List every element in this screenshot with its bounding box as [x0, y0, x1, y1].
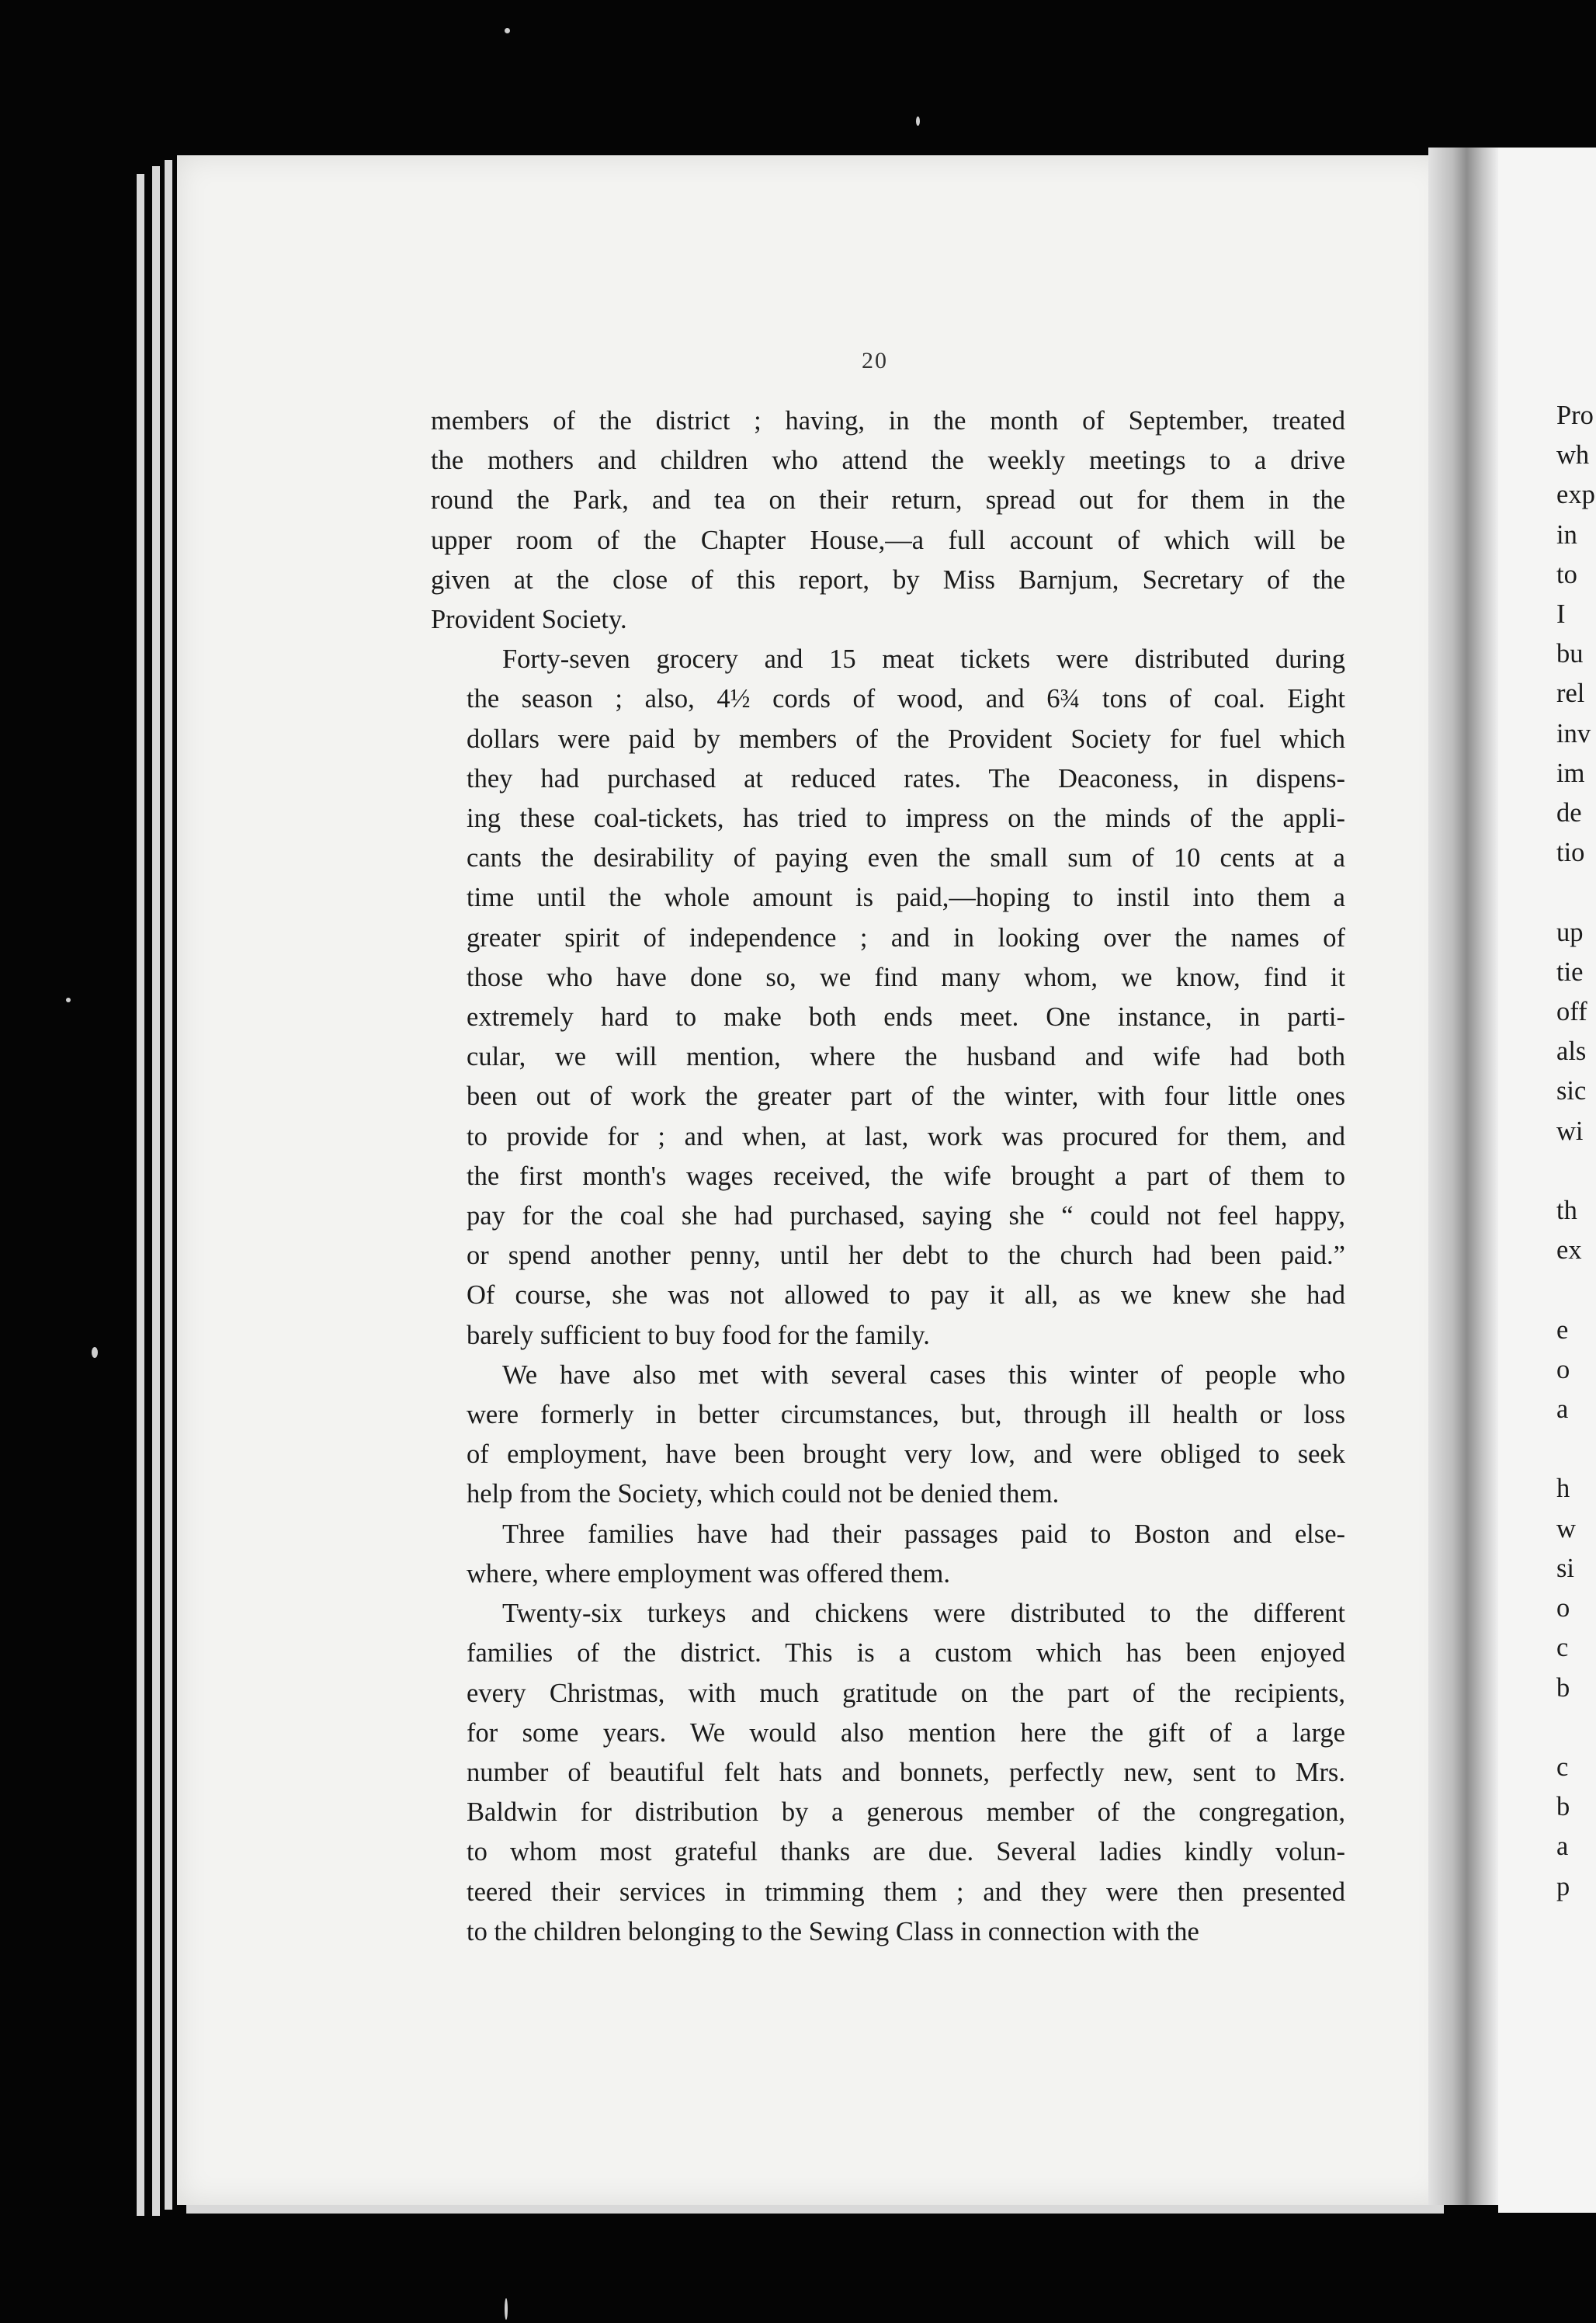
text-line: number of beautiful felt hats and bonnets, perfectly new, sent to Mrs.	[467, 1757, 1345, 1787]
text-line: round the Park, and tea on their return, spread out for them in the	[431, 485, 1345, 516]
text-line: families of the district. This is a custom which has been enjoyed	[467, 1638, 1345, 1668]
facing-page-fragment: tio	[1556, 838, 1585, 868]
text-line: help from the Society, which could not be denied them.	[467, 1479, 1060, 1509]
text-line: Forty-seven grocery and 15 meat tickets were distributed during	[502, 644, 1345, 675]
text-line: the first month's wages received, the wife brought a part of them to	[467, 1161, 1345, 1191]
text-line: Twenty-six turkeys and chickens were distributed to the different	[502, 1599, 1345, 1629]
facing-page-fragment: to	[1556, 559, 1577, 589]
text-line: where, where employment was offered them.	[467, 1558, 951, 1589]
text-line: ing these coal-tickets, has tried to impress on the minds of the appli-	[467, 804, 1345, 834]
facing-page-fragment: in	[1556, 519, 1577, 550]
text-line: cants the desirability of paying even the small sum of 10 cents at a	[467, 843, 1345, 873]
paragraph	[431, 401, 1345, 640]
text-line: the mothers and children who attend the weekly meetings to a drive	[431, 446, 1345, 476]
facing-page-fragment: b	[1556, 1792, 1570, 1822]
facing-page-fragment: exp	[1556, 480, 1595, 510]
facing-page-fragment: als	[1556, 1036, 1587, 1067]
page-edge	[152, 166, 160, 2216]
text-line: dollars were paid by members of the Provident Society for fuel which	[467, 724, 1345, 754]
paragraph	[431, 1356, 1345, 1515]
facing-page-fragment: p	[1556, 1871, 1570, 1901]
text-line: given at the close of this report, by Miss Barnjum, Secretary of the	[431, 564, 1345, 595]
text-line: barely sufficient to buy food for the family.	[467, 1320, 930, 1350]
facing-page-fragment: c	[1556, 1752, 1569, 1782]
facing-page-fragment	[1556, 1151, 1596, 1191]
facing-page-fragment: ex	[1556, 1235, 1582, 1266]
text-line: to provide for ; and when, at last, work was procured for them, and	[467, 1121, 1345, 1151]
text-line: Of course, she was not allowed to pay it all, as we knew she had	[467, 1280, 1345, 1311]
text-line: members of the district ; having, in the month of September, treated	[431, 406, 1345, 436]
text-line: pay for the coal she had purchased, saying she “ could not feel happy,	[467, 1201, 1345, 1231]
film-speck	[505, 2298, 508, 2320]
facing-page-fragment: Pro	[1556, 401, 1594, 430]
facing-page-fragment: de	[1556, 798, 1582, 828]
facing-page-fragment: wh	[1556, 440, 1590, 471]
text-line: extremely hard to make both ends meet. One instance, in parti-	[467, 1002, 1345, 1033]
facing-page-fragment	[1556, 1270, 1596, 1310]
facing-page-fragment: a	[1556, 1832, 1569, 1862]
facing-page-fragment: si	[1556, 1553, 1575, 1583]
facing-page-fragment: off	[1556, 997, 1587, 1027]
text-line: We have also met with several cases this winter of people who	[502, 1359, 1345, 1390]
facing-page-fragment: w	[1556, 1513, 1576, 1543]
text-line: every Christmas, with much gratitude on the part of the recipients,	[467, 1678, 1345, 1708]
text-line: Baldwin for distribution by a generous member of the congregation,	[467, 1797, 1345, 1828]
facing-page-fragment	[1556, 1708, 1596, 1748]
facing-page-fragment: up	[1556, 917, 1584, 947]
facing-page-fragment: inv	[1556, 718, 1591, 748]
facing-page-fragment: a	[1556, 1394, 1569, 1425]
facing-page-fragment: b	[1556, 1672, 1570, 1703]
facing-page-fragment: h	[1556, 1474, 1570, 1504]
facing-page-fragment: c	[1556, 1633, 1569, 1663]
text-line: for some years. We would also mention here the gift of a large	[467, 1717, 1345, 1748]
text-line: those who have done so, we find many whom, we know, find it	[467, 962, 1345, 992]
text-line: were formerly in better circumstances, but, through ill health or loss	[467, 1400, 1345, 1430]
facing-page-fragment: th	[1556, 1196, 1577, 1226]
film-speck	[505, 28, 510, 33]
facing-page-fragment	[1556, 1429, 1596, 1469]
text-line: to whom most grateful thanks are due. Several ladies kindly volun-	[467, 1837, 1345, 1867]
body-text	[431, 401, 1345, 1952]
film-speck	[92, 1347, 98, 1358]
text-line: cular, we will mention, where the husband and wife had both	[467, 1042, 1345, 1072]
text-line: or spend another penny, until her debt to the church had been paid.”	[467, 1241, 1345, 1271]
paragraph	[431, 1594, 1345, 1952]
facing-page-fragment: bu	[1556, 639, 1584, 669]
facing-page-fragment: wi	[1556, 1116, 1584, 1146]
facing-page-fragment: tie	[1556, 957, 1584, 987]
facing-page-fragment: I	[1556, 599, 1566, 630]
text-line: Three families have had their passages paid to Boston and else-	[502, 1519, 1345, 1549]
text-line: they had purchased at reduced rates. The Deaconess, in dispens-	[467, 763, 1345, 793]
page-number: 20	[862, 348, 888, 373]
page-edge	[137, 174, 144, 2216]
paragraph	[431, 1515, 1345, 1594]
facing-page-text	[1556, 396, 1596, 1907]
text-line: the season ; also, 4½ cords of wood, and 6¾ tons of coal. Eight	[467, 684, 1345, 714]
facing-page-fragment: sic	[1556, 1076, 1587, 1106]
facing-page-fragment: o	[1556, 1593, 1570, 1623]
text-line: to the children belonging to the Sewing Class in connection with the	[467, 1916, 1199, 1946]
text-line: upper room of the Chapter House,—a full account of which will be	[431, 525, 1345, 555]
page-edge	[165, 160, 172, 2210]
text-line: of employment, have been brought very low, and were obliged to seek	[467, 1439, 1345, 1470]
film-speck	[66, 998, 71, 1002]
text-line: Provident Society.	[431, 605, 627, 635]
text-line: been out of work the greater part of the winter, with four little ones	[467, 1082, 1345, 1112]
film-speck	[916, 116, 920, 126]
facing-page-fragment: im	[1556, 758, 1585, 788]
text-line: time until the whole amount is paid,—hoping to instil into them a	[467, 883, 1345, 913]
book-gutter	[1428, 148, 1498, 2205]
facing-page-fragment: rel	[1556, 679, 1585, 709]
paragraph	[431, 640, 1345, 1356]
facing-page-fragment: e	[1556, 1314, 1569, 1345]
facing-page-fragment: o	[1556, 1354, 1570, 1384]
text-line: teered their services in trimming them ; and they were then presented	[467, 1877, 1345, 1907]
facing-page-fragment	[1556, 873, 1596, 912]
text-line: greater spirit of independence ; and in looking over the names of	[467, 922, 1345, 953]
